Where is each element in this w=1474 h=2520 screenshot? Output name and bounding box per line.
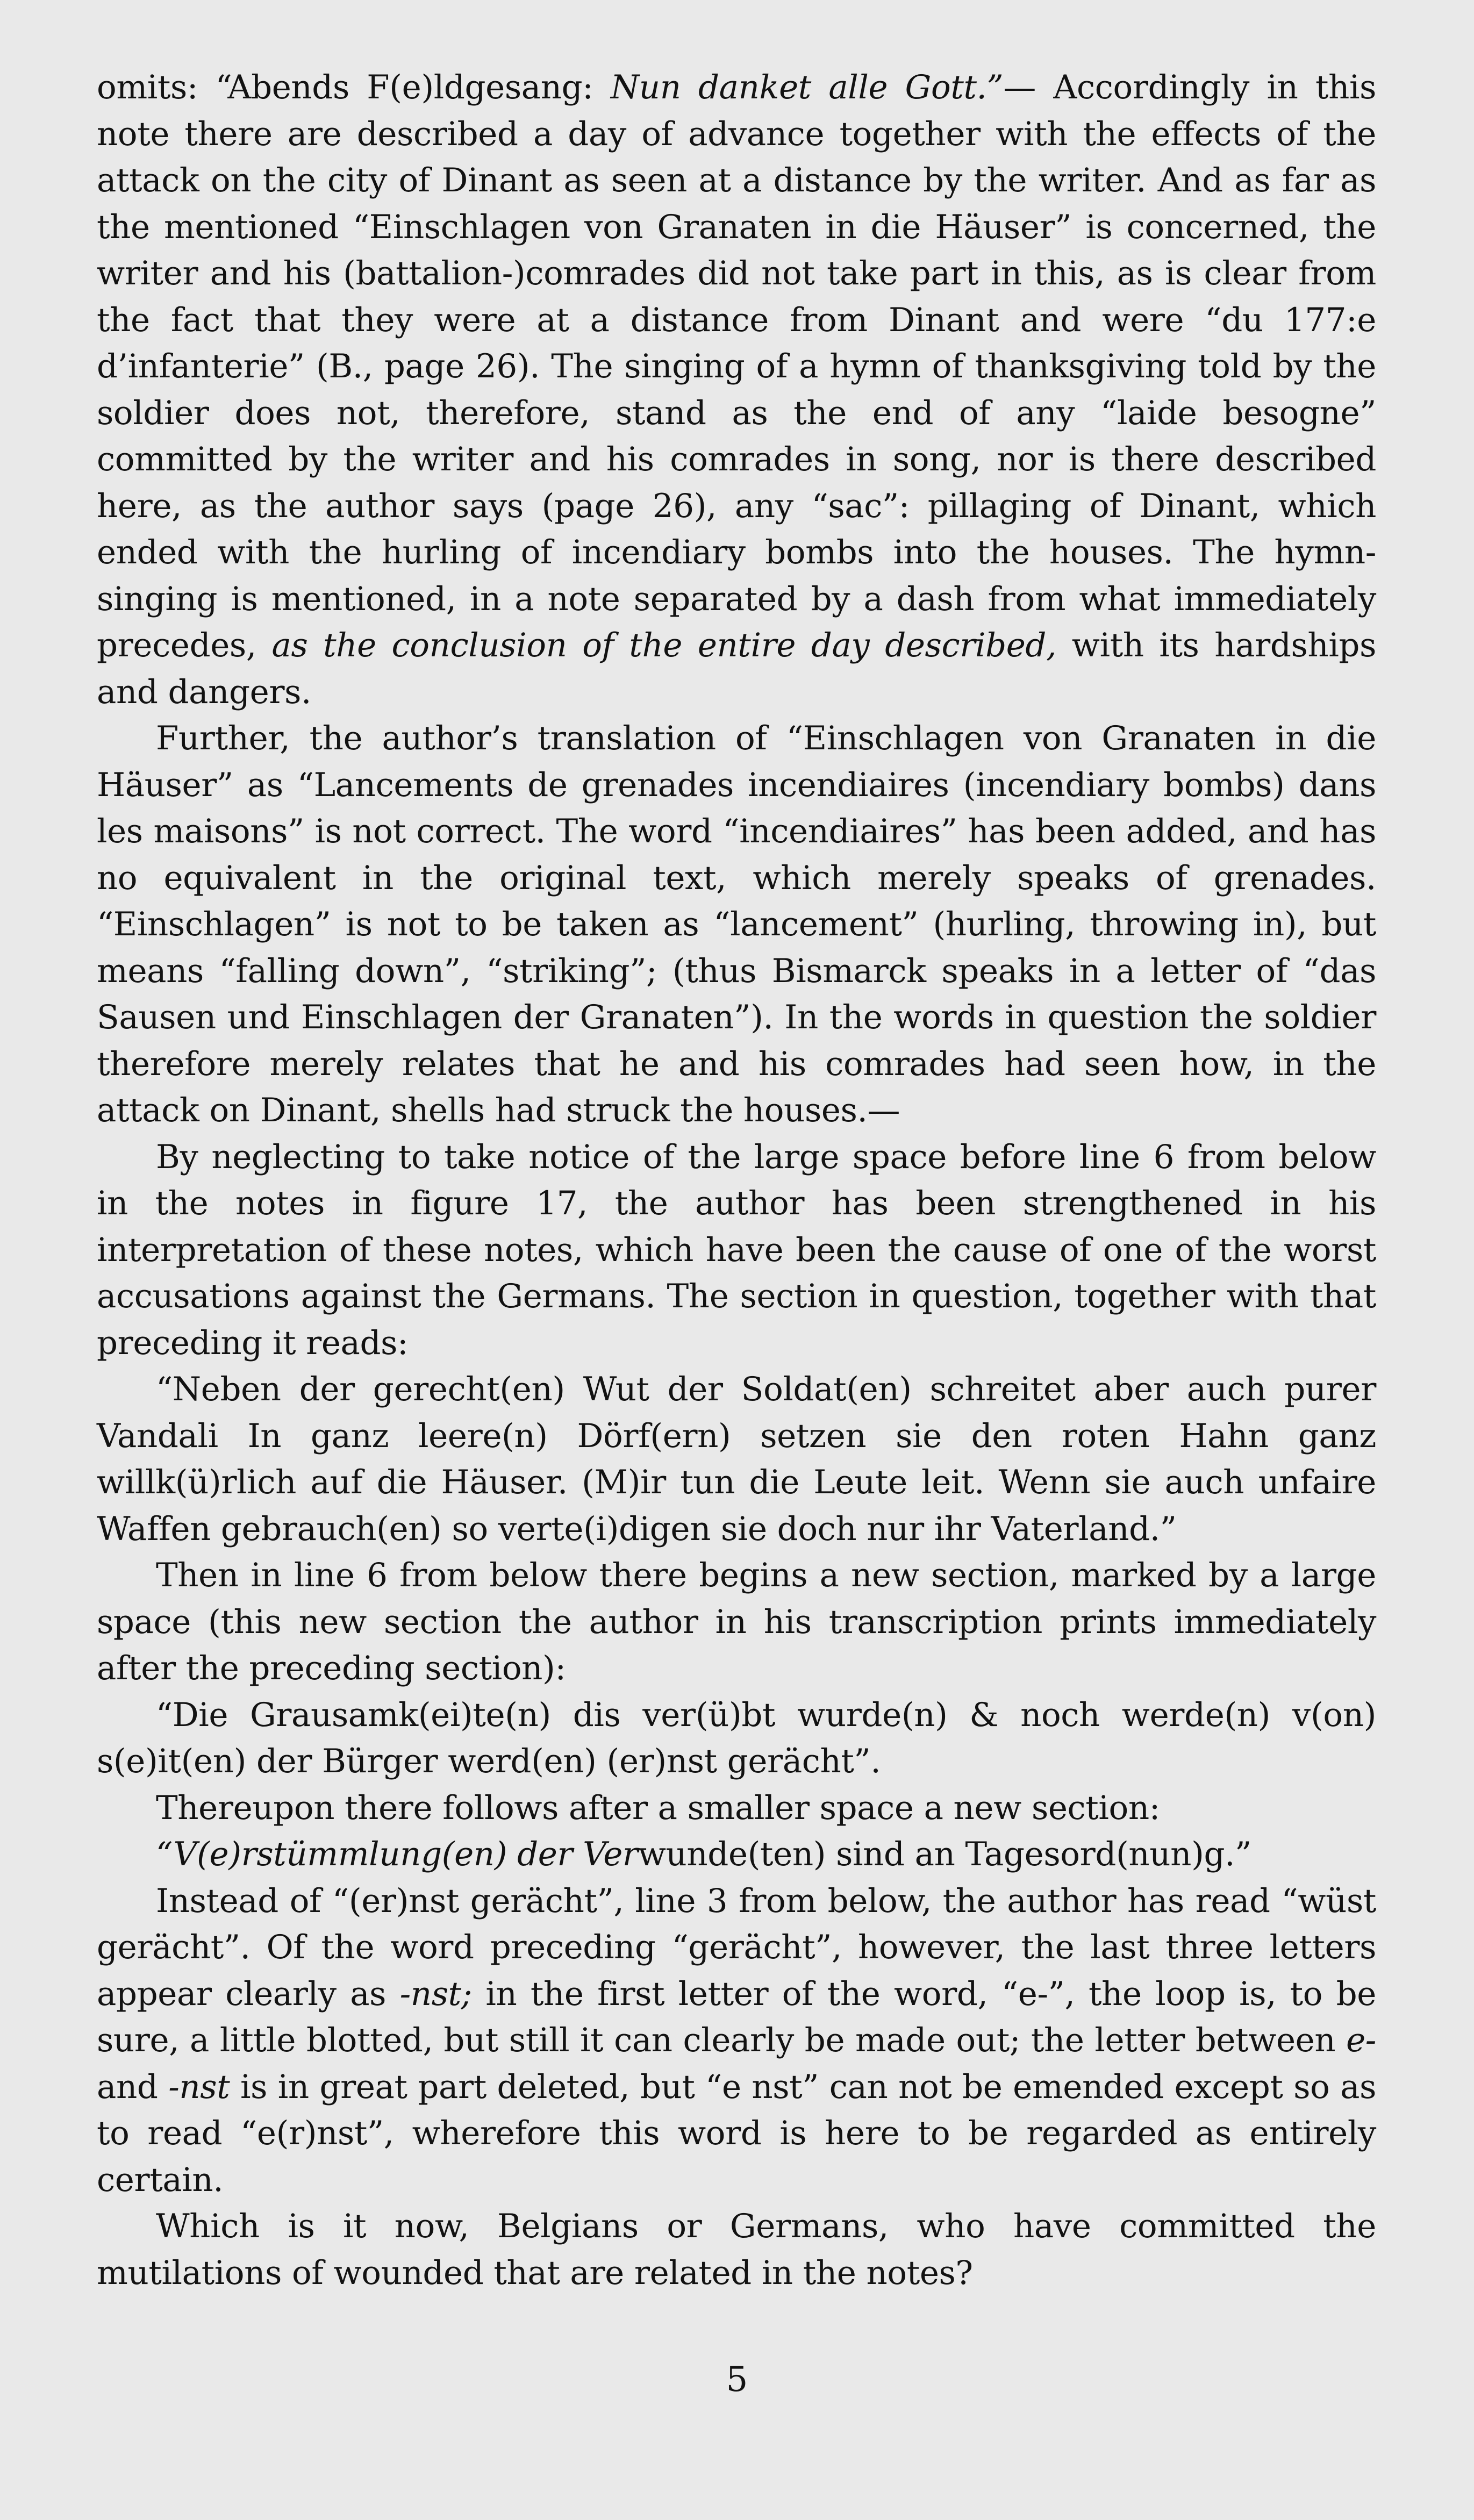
paragraph-1 [97,65,1376,715]
paragraph-7 [97,2203,1376,2296]
quotation-3-italic: “V(e)rstümmlung(en) der Ver [156,1835,638,1873]
paragraph-1-text: omits: “Abends F(e)ldgesang: [97,68,611,106]
paragraph-6-italic: -nst [168,2067,230,2106]
paragraph-1-emphasis: as the conclusion of the entire day described, [271,626,1057,664]
paragraph-4-text: Then in line 6 from below there begins a new section, marked by a large space (this new section the author in his transcription prints immediately after the preceding section): [97,1556,1376,1687]
quotation-1-text: “Neben der gerecht(en) Wut der Soldat(en) schreitet aber auch purer Vandali In ganz leere(n) Dörf(ern) setzen sie den roten Hahn ganz willk(ü)rlich auf die Häuser. (M)ir tun die Leute leit. Wenn sie auch unfaire Waffen gebrauch(en) so verte(i)digen sie doch nur ihr Vaterland.” [97,1370,1376,1548]
quotation-3 [97,1831,1376,1878]
paragraph-6-italic: -nst; [399,1974,472,2013]
paragraph-4 [97,1552,1376,1692]
paragraph-1-hymn-title: Nun danket alle Gott.” [610,68,1004,106]
paragraph-5-text: Thereupon there follows after a smaller space a new section: [156,1788,1160,1827]
paragraph-6 [97,1878,1376,2204]
paragraph-1-text: — Accordingly in this note there are described a day of advance together with the effects of the attack on the city of Dinant as seen at a distance by the writer. And as far as the mentioned “Einschlagen von Granaten in die Häuser” is concerned, the writer and his (battalion-)comrades did not take part in this, as is clear from the fact that they were at a distance from Dinant and were “du 177:e d’infanterie” (B., page 26). The singing of a hymn of thanksgiving told by the soldier does not, therefore, stand as the end of any “laide besogne” committed by the writer and his comrades in song, nor is there described here, as the author says (page 26), any “sac”: pillaging of Dinant, which ended with the hurling of incendiary bombs into the houses. The hymn-singing is mentioned, in a note separated by a dash from what immediately precedes, [97,68,1376,664]
paragraph-2 [97,715,1376,1134]
quotation-3-text: wunde(ten) sind an Tagesord(nun)g.” [638,1835,1251,1873]
paragraph-7-text: Which is it now, Belgians or Germans, who have committed the mutilations of wounded that are related in the notes? [97,2207,1376,2292]
paragraph-6-text: Instead of “(er)nst gerächt”, line 3 from below, the author has read “wüst gerächt”. Of the word preceding “gerächt”, however, the last three letters appear clearly as [97,1881,1376,2013]
paragraph-6-text: is in great part deleted, but “e nst” can not be emended except so as to read “e(r)nst”, wherefore this word is here to be regarded as entirely certain. [97,2067,1376,2199]
paragraph-6-text: and [97,2067,169,2106]
paragraph-6-text: in the first letter of the word, “e-”, the loop is, to be sure, a little blotted, but still it can clearly be made out; the letter between [97,1974,1376,2059]
paragraph-3-text: By neglecting to take notice of the large space before line 6 from below in the notes in figure 17, the author has been strengthened in his interpretation of these notes, which have been the cause of one of the worst accusations against the Germans. The section in question, together with that preceding it reads: [97,1137,1376,1362]
paragraph-3 [97,1134,1376,1367]
paragraph-1-text: with its hardships and dangers. [97,626,1376,711]
paragraph-2-text: Further, the author’s translation of “Einschlagen von Granaten in die Häuser” as “Lancements de grenades incendiaires (incendiary bombs) dans les maisons” is not correct. The word “incendiaires” has been added, and has no equivalent in the original text, which merely speaks of grenades. “Einschlagen” is not to be taken as “lancement” (hurling, throwing in), but means “falling down”, “striking”; (thus Bismarck speaks in a letter of “das Sausen und Einschlagen der Granaten”). In the words in question the soldier therefore merely relates that he and his comrades had seen how, in the attack on Dinant, shells had struck the houses.— [97,719,1376,1129]
quotation-1 [97,1366,1376,1552]
page-number: 5 [726,2360,748,2400]
quotation-2 [97,1692,1376,1785]
paragraph-5 [97,1785,1376,1832]
page-body [97,65,1376,2296]
paragraph-6-italic: e- [1346,2021,1376,2059]
quotation-2-text: “Die Grausamk(ei)te(n) dis ver(ü)bt wurde(n) & noch werde(n) v(on) s(e)it(en) der Bürger werd(en) (er)nst gerächt”. [97,1695,1376,1780]
